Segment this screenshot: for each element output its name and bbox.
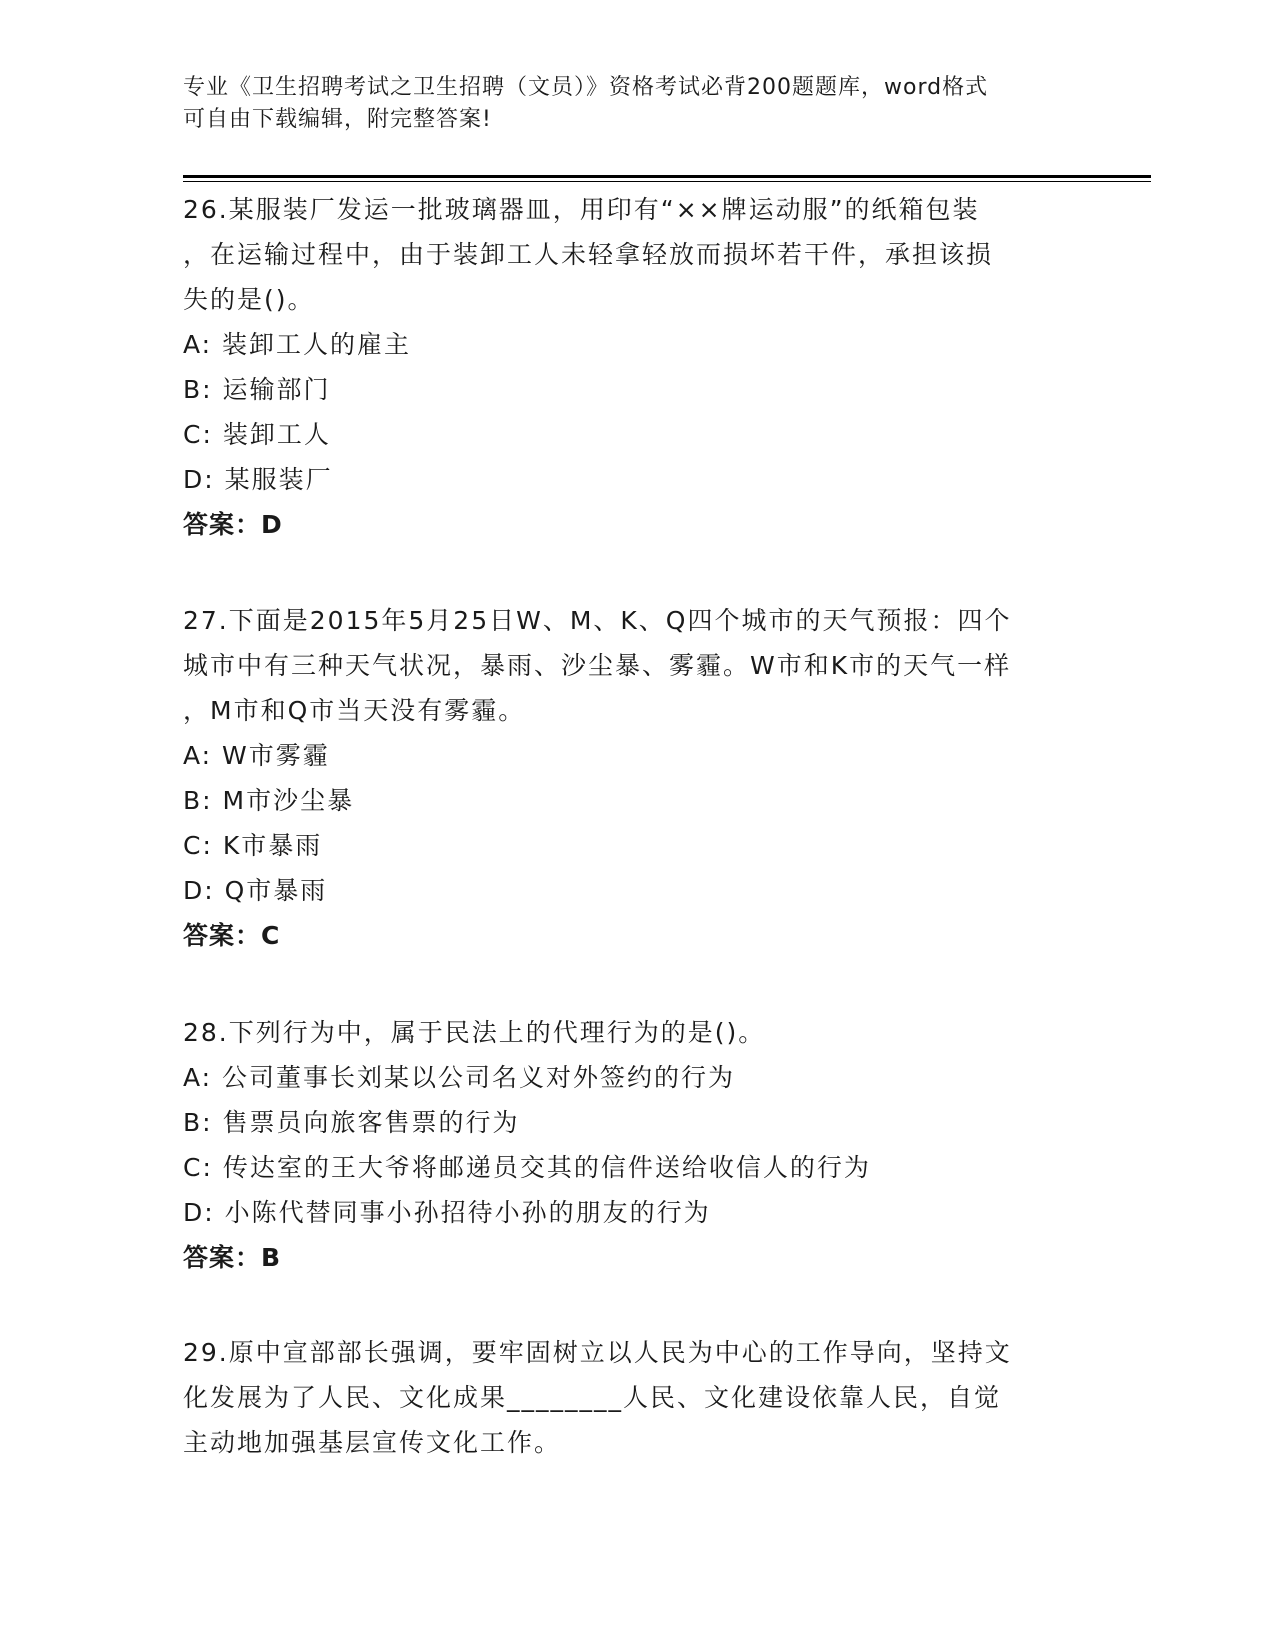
option-c: C: K市暴雨 — [183, 831, 323, 860]
option-d: D: 小陈代替同事小孙招待小孙的朋友的行为 — [183, 1198, 711, 1227]
question-29 — [183, 1330, 1083, 1465]
option-a: A: 公司董事长刘某以公司名义对外签约的行为 — [183, 1063, 736, 1092]
question-stem-line: 28.下列行为中，属于民法上的代理行为的是()。 — [183, 1018, 766, 1047]
question-stem-line: ，在运输过程中，由于装卸工人未轻拿轻放而损坏若干件，承担该损 — [183, 240, 994, 269]
question-stem-line: ，M市和Q市当天没有雾霾。 — [183, 696, 526, 725]
header-title-line-2: 可自由下载编辑，附完整答案! — [183, 107, 492, 132]
option-a: A: W市雾霾 — [183, 741, 330, 770]
question-stem-line: 26.某服装厂发运一批玻璃器皿，用印有“××牌运动服”的纸箱包装 — [183, 195, 980, 224]
option-b: B: 售票员向旅客售票的行为 — [183, 1108, 520, 1137]
option-d: D: Q市暴雨 — [183, 876, 328, 905]
question-27 — [183, 598, 1083, 958]
question-26 — [183, 187, 1083, 547]
option-b: B: 运输部门 — [183, 375, 331, 404]
question-stem-line: 失的是()。 — [183, 285, 315, 314]
question-stem-line: 29.原中宣部部长强调，要牢固树立以人民为中心的工作导向，坚持文 — [183, 1338, 1012, 1367]
question-stem-line: 27.下面是2015年5月25日W、M、K、Q四个城市的天气预报：四个 — [183, 606, 1012, 635]
option-b: B: M市沙尘暴 — [183, 786, 355, 815]
answer-label: 答案：D — [183, 510, 283, 539]
answer-label: 答案：C — [183, 921, 281, 950]
question-stem-line: 主动地加强基层宣传文化工作。 — [183, 1428, 562, 1457]
option-a: A: 装卸工人的雇主 — [183, 330, 412, 359]
option-c: C: 传达室的王大爷将邮递员交其的信件送给收信人的行为 — [183, 1153, 871, 1182]
document-header — [183, 72, 1063, 136]
answer-label: 答案：B — [183, 1243, 282, 1272]
header-divider-thin — [183, 181, 1151, 182]
question-stem-line: 化发展为了人民、文化成果________人民、文化建设依靠人民，自觉 — [183, 1383, 1002, 1412]
option-d: D: 某服装厂 — [183, 465, 333, 494]
header-title-line-1: 专业《卫生招聘考试之卫生招聘（文员）》资格考试必背200题题库，word格式 — [183, 75, 989, 100]
header-divider-thick — [183, 175, 1151, 178]
question-28 — [183, 1010, 1083, 1280]
option-c: C: 装卸工人 — [183, 420, 331, 449]
question-stem-line: 城市中有三种天气状况，暴雨、沙尘暴、雾霾。W市和K市的天气一样 — [183, 651, 1012, 680]
